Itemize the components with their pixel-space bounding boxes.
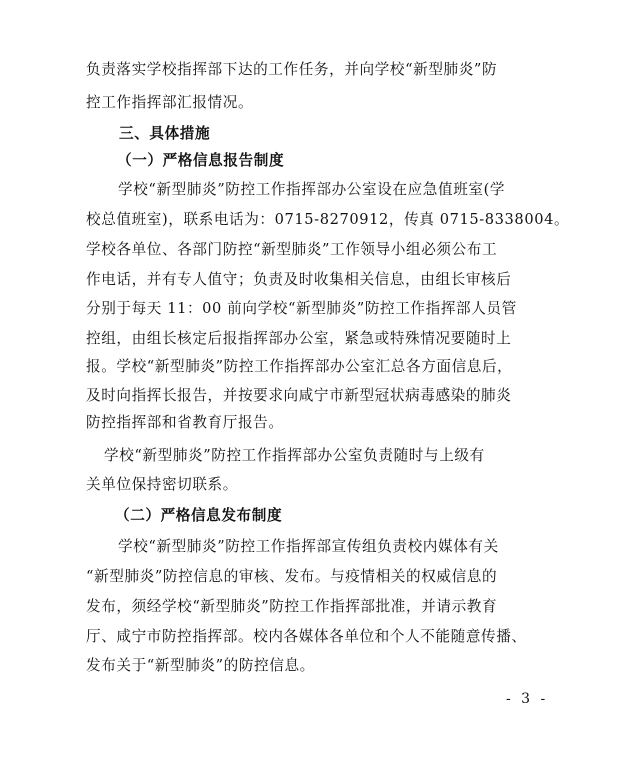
body-text-line: 负责落实学校指挥部下达的工作任务，并向学校“新型肺炎”防 xyxy=(86,61,498,78)
body-text-line: 学校各单位、各部门防控“新型肺炎”工作领导小组必须公布工 xyxy=(86,241,498,258)
body-text-line: 学校“新型肺炎”防控工作指挥部办公室设在应急值班室(学 xyxy=(118,181,506,198)
body-text-line: 分别于每天 11：00 前向学校“新型肺炎”防控工作指挥部人员管 xyxy=(86,300,517,317)
body-text-line: 防控指挥部和省教育厅报告。 xyxy=(86,414,284,431)
body-text-line: “新型肺炎”防控信息的审核、发布。与疫情相关的权威信息的 xyxy=(86,568,498,585)
body-text-line: 关单位保持密切联系。 xyxy=(86,476,238,493)
body-text-line: 校总值班室)，联系电话为：0715-8270912，传真 0715-8338004。 xyxy=(86,211,570,228)
body-text-line: 控组，由组长核定后报指挥部办公室，紧急或特殊情况要随时上 xyxy=(86,330,512,347)
body-text-line: 发布，须经学校“新型肺炎”防控工作指挥部批准，并请示教育 xyxy=(86,598,498,615)
page-number: - 3 - xyxy=(506,691,549,707)
body-text-line: 厅、咸宁市防控指挥部。校内各媒体各单位和个人不能随意传播、 xyxy=(86,628,527,645)
body-text-line: 控工作指挥部汇报情况。 xyxy=(86,94,254,111)
subsection-heading: （一）严格信息报告制度 xyxy=(117,152,285,169)
body-text-line: 发布关于“新型肺炎”的防控信息。 xyxy=(86,657,315,674)
body-text-line: 作电话，并有专人值守；负责及时收集相关信息，由组长审核后 xyxy=(86,271,512,288)
section-heading: 三、具体措施 xyxy=(119,125,211,142)
body-text-line: 报。学校“新型肺炎”防控工作指挥部办公室汇总各方面信息后， xyxy=(86,358,513,375)
body-text-line: 及时向指挥长报告，并按要求向咸宁市新型冠状病毒感染的肺炎 xyxy=(86,387,512,404)
body-text-line: 学校“新型肺炎”防控工作指挥部办公室负责随时与上级有 xyxy=(104,447,485,464)
subsection-heading: （二）严格信息发布制度 xyxy=(115,507,283,524)
body-text-line: 学校“新型肺炎”防控工作指挥部宣传组负责校内媒体有关 xyxy=(118,538,499,555)
